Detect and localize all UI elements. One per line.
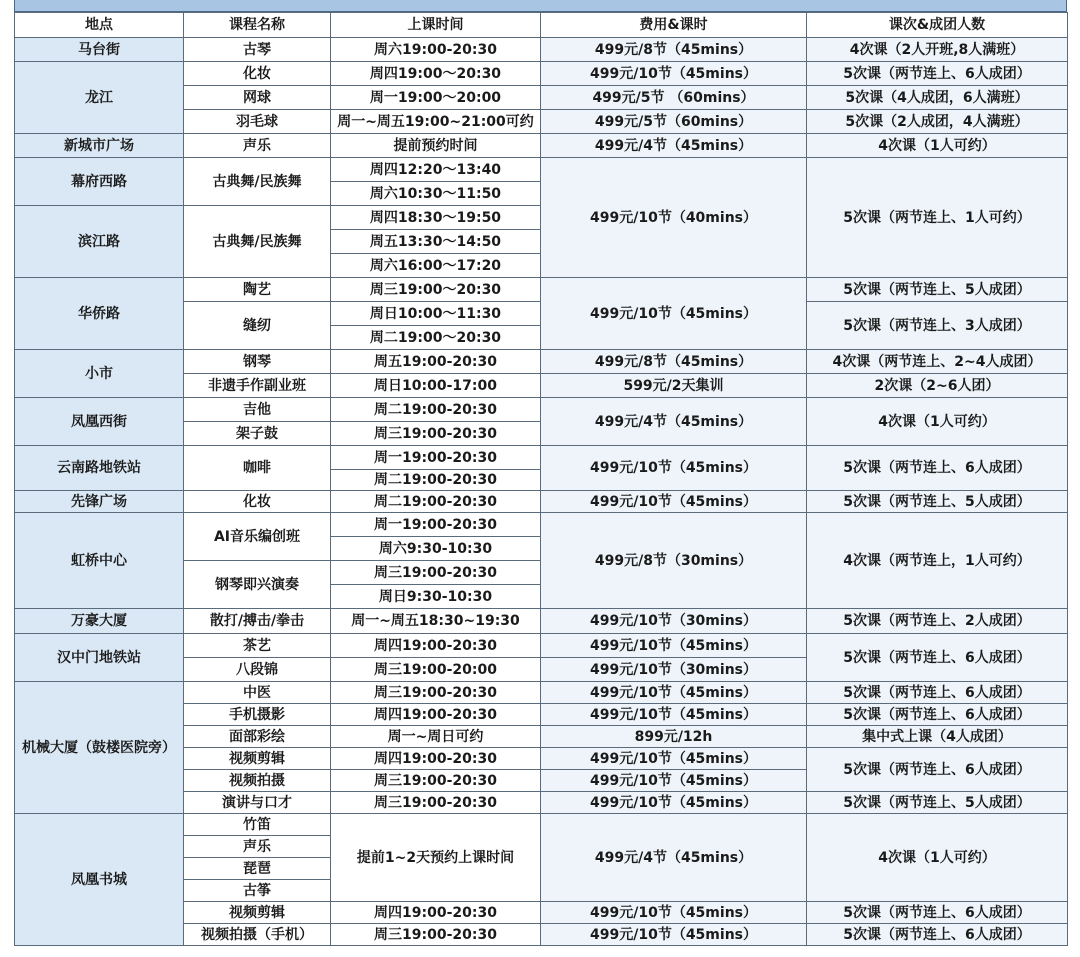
location-cell: 幕府西路: [15, 158, 184, 206]
fee-cell: 499元/10节（45mins）: [541, 682, 807, 704]
sessions-cell: 4次课（1人可约）: [807, 814, 1068, 902]
fee-cell: 499元/10节（45mins）: [541, 446, 807, 491]
sessions-cell: 4次课（1人可约）: [807, 134, 1068, 158]
sessions-cell: 5次课（两节连上、6人成团）: [807, 62, 1068, 86]
sessions-cell: 集中式上课（4人成团）: [807, 726, 1068, 748]
fee-cell: 499元/10节（45mins）: [541, 704, 807, 726]
location-cell: 机械大厦（鼓楼医院旁）: [15, 682, 184, 814]
time-cell: 周二19:00～20:30: [331, 326, 541, 350]
top-header-band: [14, 0, 1067, 12]
fee-cell: 499元/10节（30mins）: [541, 658, 807, 682]
time-cell: 周一~周五18:30~19:30: [331, 609, 541, 634]
table-row: [15, 398, 1068, 422]
time-cell: 周六9:30-10:30: [331, 537, 541, 561]
fee-cell: 499元/4节（45mins）: [541, 134, 807, 158]
fee-cell: 499元/10节（45mins）: [541, 924, 807, 946]
course-cell: 古典舞/民族舞: [184, 158, 331, 206]
sessions-cell: 4次课（1人可约）: [807, 398, 1068, 446]
sessions-cell: 5次课（两节连上、6人成团）: [807, 446, 1068, 491]
fee-cell: 499元/8节（45mins）: [541, 350, 807, 374]
sessions-cell: 5次课（两节连上、6人成团）: [807, 682, 1068, 704]
time-cell: 周日9:30-10:30: [331, 585, 541, 609]
time-cell: 周六10:30～11:50: [331, 182, 541, 206]
location-cell: 凤凰书城: [15, 814, 184, 946]
time-cell: 周三19:00-20:30: [331, 792, 541, 814]
time-cell: 周四19:00-20:30: [331, 704, 541, 726]
fee-cell: 499元/4节（45mins）: [541, 398, 807, 446]
time-cell: 周六16:00～17:20: [331, 254, 541, 278]
course-cell: 竹笛: [184, 814, 331, 836]
course-cell: 视频拍摄（手机）: [184, 924, 331, 946]
time-cell: 周三19:00-20:30: [331, 682, 541, 704]
course-cell: 架子鼓: [184, 422, 331, 446]
course-schedule-table: [14, 12, 1068, 946]
sessions-cell: 5次课（两节连上、5人成团）: [807, 491, 1068, 513]
course-cell: 网球: [184, 86, 331, 110]
time-cell: 周二19:00-20:30: [331, 470, 541, 491]
time-cell: 周三19:00-20:30: [331, 770, 541, 792]
fee-cell: 499元/4节（45mins）: [541, 814, 807, 902]
location-cell: 虹桥中心: [15, 513, 184, 609]
fee-cell: 499元/10节（45mins）: [541, 770, 807, 792]
sessions-cell: 5次课（两节连上、5人成团）: [807, 278, 1068, 302]
table-row: [15, 278, 1068, 302]
fee-cell: 499元/10节（45mins）: [541, 278, 807, 350]
location-cell: 汉中门地铁站: [15, 634, 184, 682]
sessions-cell: 5次课（两节连上、6人成团）: [807, 634, 1068, 682]
location-cell: 小市: [15, 350, 184, 398]
fee-cell: 499元/8节（30mins）: [541, 513, 807, 609]
location-cell: 华侨路: [15, 278, 184, 350]
table-row: [15, 682, 1068, 704]
course-cell: 咖啡: [184, 446, 331, 491]
time-cell: 提前1~2天预约上课时间: [331, 814, 541, 902]
course-cell: 古典舞/民族舞: [184, 206, 331, 278]
course-cell: 手机摄影: [184, 704, 331, 726]
header-fee: 费用&课时: [541, 13, 807, 38]
time-cell: 周一19:00～20:00: [331, 86, 541, 110]
time-cell: 周日10:00～11:30: [331, 302, 541, 326]
table-row: [15, 634, 1068, 658]
location-cell: 先锋广场: [15, 491, 184, 513]
sessions-cell: 5次课（两节连上、6人成团）: [807, 902, 1068, 924]
table-row: [15, 491, 1068, 513]
course-cell: 面部彩绘: [184, 726, 331, 748]
table-row: [15, 134, 1068, 158]
time-cell: 周四12:20～13:40: [331, 158, 541, 182]
course-cell: 非遗手作副业班: [184, 374, 331, 398]
course-cell: 羽毛球: [184, 110, 331, 134]
course-cell: 古筝: [184, 880, 331, 902]
fee-cell: 499元/10节（45mins）: [541, 902, 807, 924]
fee-cell: 499元/10节（45mins）: [541, 62, 807, 86]
time-cell: 周四18:30～19:50: [331, 206, 541, 230]
course-cell: 散打/搏击/拳击: [184, 609, 331, 634]
time-cell: 周五13:30～14:50: [331, 230, 541, 254]
time-cell: 周四19:00-20:30: [331, 634, 541, 658]
location-cell: 马台街: [15, 38, 184, 62]
header-course: 课程名称: [184, 13, 331, 38]
course-cell: 化妆: [184, 62, 331, 86]
header-location: 地点: [15, 13, 184, 38]
location-cell: 万豪大厦: [15, 609, 184, 634]
location-cell: 凤凰西街: [15, 398, 184, 446]
sessions-cell: 4次课（两节连上，1人可约）: [807, 513, 1068, 609]
fee-cell: 599元/2天集训: [541, 374, 807, 398]
location-cell: 云南路地铁站: [15, 446, 184, 491]
location-cell: 龙江: [15, 62, 184, 134]
time-cell: 周四19:00～20:30: [331, 62, 541, 86]
time-cell: 周三19:00-20:30: [331, 422, 541, 446]
course-cell: 琵琶: [184, 858, 331, 880]
sessions-cell: 5次课（两节连上、6人成团）: [807, 748, 1068, 792]
table-row: [15, 513, 1068, 537]
fee-cell: 499元/10节（45mins）: [541, 491, 807, 513]
time-cell: 周四19:00-20:30: [331, 902, 541, 924]
course-cell: 视频拍摄: [184, 770, 331, 792]
location-cell: 滨江路: [15, 206, 184, 278]
course-cell: 茶艺: [184, 634, 331, 658]
sessions-cell: 5次课（两节连上、1人可约）: [807, 158, 1068, 278]
fee-cell: 899元/12h: [541, 726, 807, 748]
course-cell: 中医: [184, 682, 331, 704]
course-cell: 声乐: [184, 134, 331, 158]
course-cell: 八段锦: [184, 658, 331, 682]
time-cell: 周三19:00-20:00: [331, 658, 541, 682]
sessions-cell: 5次课（两节连上、6人成团）: [807, 924, 1068, 946]
time-cell: 周三19:00-20:30: [331, 924, 541, 946]
fee-cell: 499元/8节（45mins）: [541, 38, 807, 62]
table-row: [15, 38, 1068, 62]
time-cell: 周五19:00-20:30: [331, 350, 541, 374]
time-cell: 周六19:00-20:30: [331, 38, 541, 62]
course-cell: 陶艺: [184, 278, 331, 302]
header-time: 上课时间: [331, 13, 541, 38]
time-cell: 周三19:00～20:30: [331, 278, 541, 302]
fee-cell: 499元/5节 （60mins）: [541, 86, 807, 110]
sessions-cell: 5次课（两节连上、5人成团）: [807, 792, 1068, 814]
course-cell: 声乐: [184, 836, 331, 858]
course-cell: 古琴: [184, 38, 331, 62]
time-cell: 周一19:00-20:30: [331, 513, 541, 537]
time-cell: 周二19:00-20:30: [331, 491, 541, 513]
sessions-cell: 4次课（两节连上、2~4人成团）: [807, 350, 1068, 374]
course-cell: AI音乐编创班: [184, 513, 331, 561]
fee-cell: 499元/10节（30mins）: [541, 609, 807, 634]
course-cell: 钢琴: [184, 350, 331, 374]
location-cell: 新城市广场: [15, 134, 184, 158]
table-row: [15, 446, 1068, 470]
course-cell: 化妆: [184, 491, 331, 513]
header-row: [15, 13, 1068, 38]
time-cell: 周一~周五19:00~21:00可约: [331, 110, 541, 134]
time-cell: 周一19:00-20:30: [331, 446, 541, 470]
table-row: [15, 814, 1068, 836]
time-cell: 周一~周日可约: [331, 726, 541, 748]
sessions-cell: 5次课（两节连上、3人成团）: [807, 302, 1068, 350]
sessions-cell: 5次课（两节连上、6人成团）: [807, 704, 1068, 726]
sessions-cell: 2次课（2~6人团）: [807, 374, 1068, 398]
time-cell: 周日10:00-17:00: [331, 374, 541, 398]
fee-cell: 499元/10节（45mins）: [541, 792, 807, 814]
sessions-cell: 4次课（2人开班,8人满班）: [807, 38, 1068, 62]
fee-cell: 499元/10节（45mins）: [541, 748, 807, 770]
table-row: [15, 62, 1068, 86]
fee-cell: 499元/5节（60mins）: [541, 110, 807, 134]
course-cell: 钢琴即兴演奏: [184, 561, 331, 609]
table-row: [15, 158, 1068, 182]
sessions-cell: 5次课（两节连上、2人成团）: [807, 609, 1068, 634]
course-cell: 演讲与口才: [184, 792, 331, 814]
sessions-cell: 5次课（2人成团，4人满班）: [807, 110, 1068, 134]
time-cell: 提前预约时间: [331, 134, 541, 158]
header-sessions: 课次&成团人数: [807, 13, 1068, 38]
course-cell: 视频剪辑: [184, 748, 331, 770]
course-cell: 吉他: [184, 398, 331, 422]
table-row: [15, 350, 1068, 374]
course-cell: 视频剪辑: [184, 902, 331, 924]
time-cell: 周四19:00-20:30: [331, 748, 541, 770]
table-row: [15, 609, 1068, 634]
time-cell: 周三19:00-20:30: [331, 561, 541, 585]
time-cell: 周二19:00-20:30: [331, 398, 541, 422]
fee-cell: 499元/10节（45mins）: [541, 634, 807, 658]
course-cell: 缝纫: [184, 302, 331, 350]
fee-cell: 499元/10节（40mins）: [541, 158, 807, 278]
sessions-cell: 5次课（4人成团，6人满班）: [807, 86, 1068, 110]
